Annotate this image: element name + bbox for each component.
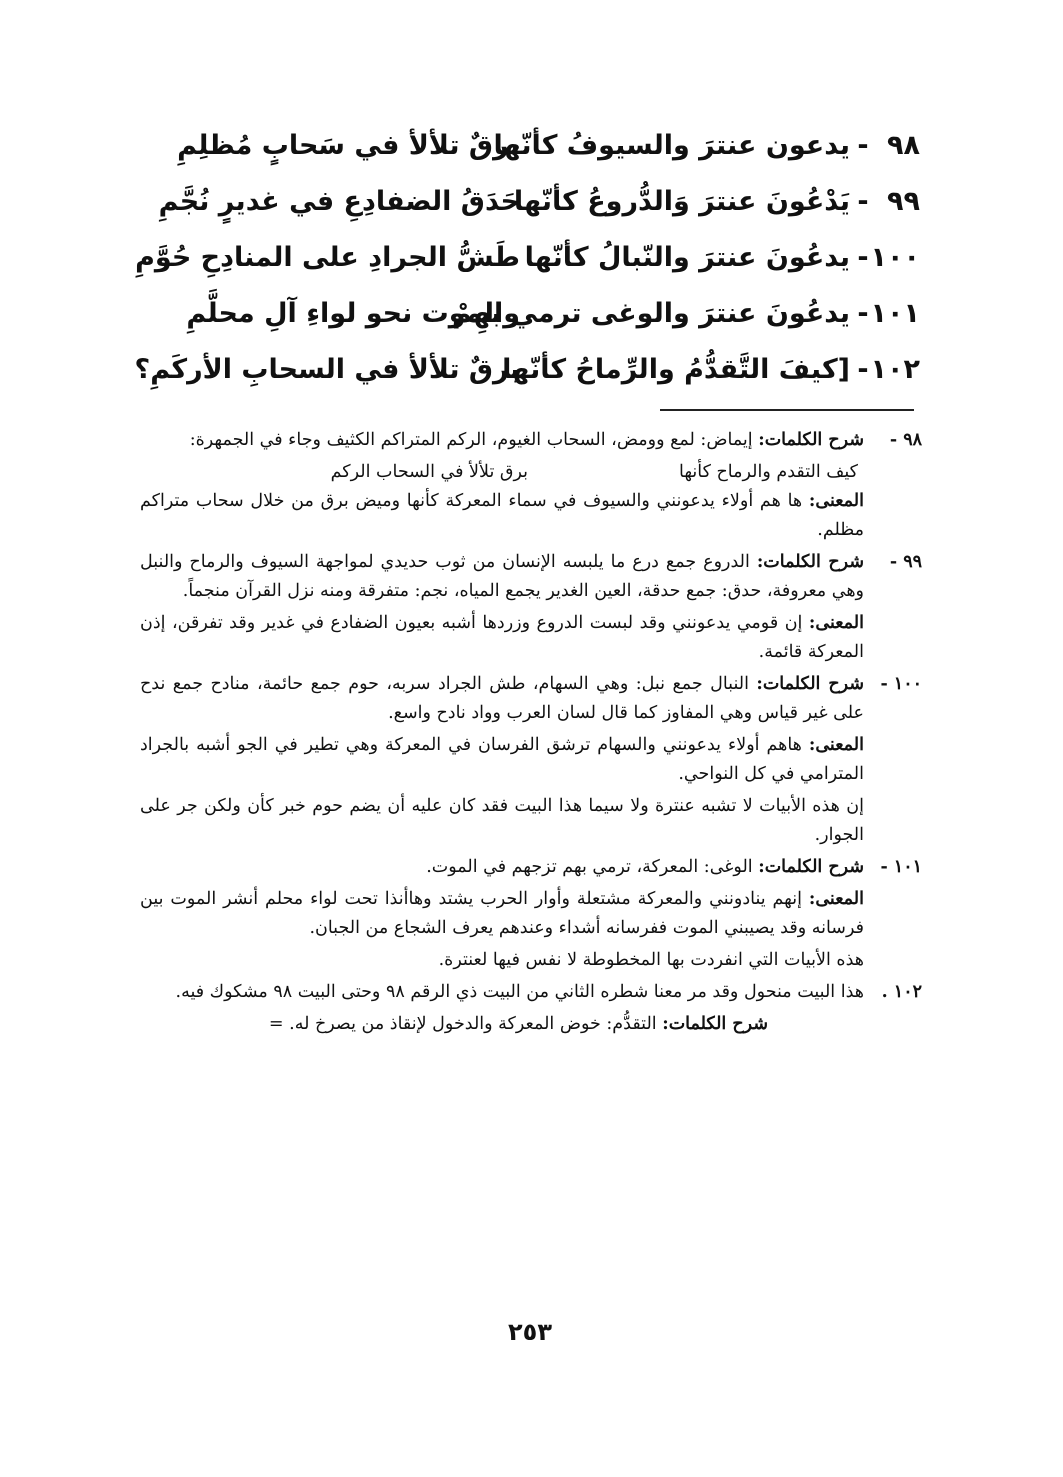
meaning-text: هاهم أولاء يدعونني والسهام ترشق الفرسان في المعركة وهي تطير في الجو أشبه بالجراد المترامي في كل النواحي. [140, 735, 864, 784]
meaning-label: المعنى: [808, 889, 864, 909]
vocabulary-text: الوغى: المعركة، ترمي بهم تزجهم في الموت. [426, 857, 753, 877]
verse-dash: - [857, 298, 869, 329]
note-meaning [140, 731, 864, 789]
note-99 [140, 548, 922, 667]
note-number: ٩٨ - [889, 430, 922, 450]
verse-dash: - [857, 354, 869, 385]
meaning-label: المعنى: [808, 735, 864, 755]
note-100 [140, 670, 922, 850]
vocabulary-text: التقدُّم: خوض المعركة والدخول لإنقاذ من يصرخ له. = [268, 1014, 657, 1034]
note-102 [140, 978, 922, 1039]
page-number: ٢٥٣ [508, 1318, 552, 1346]
vocabulary-text: إيماض: لمع وومض، السحاب الغيوم، الركم المتراكم الكثيف وجاء في الجمهرة: [189, 430, 753, 450]
quoted-first-hemistich: كيف التقدم والرماح كأنها [679, 462, 858, 482]
verse-second-hemistich: طَشُّ الجرادِ على المنادِحِ حُوَّمِ [135, 242, 520, 273]
verse-second-hemistich: برقٌ تلألأ في سَحابٍ مُظلِمِ [177, 130, 520, 161]
note-vocabulary [140, 426, 864, 455]
note-meaning [140, 487, 864, 545]
vocabulary-label: شرح الكلمات: [758, 857, 864, 877]
verse-second-hemistich: حَدَقُ الضفادِعِ في غديرٍ نُجَّمِ [158, 186, 520, 217]
poem-verses [130, 118, 920, 398]
verse-first-hemistich: يدعُونَ عنترَ والنّبالُ كأنّها [524, 242, 850, 273]
vocabulary-label: شرح الكلمات: [758, 430, 864, 450]
verse-dash: - [857, 130, 869, 161]
note-comment: إن هذه الأبيات لا تشبه عنترة ولا سيما هذا البيت فقد كان عليه أن يضم حوم خبر كأن ولكن جر على الجوار. [140, 796, 864, 845]
note-text: هذا البيت منحول وقد مر معنا شطره الثاني من البيت ذي الرقم ٩٨ وحتى البيت ٩٨ مشكوك فيه. [175, 982, 864, 1002]
meaning-label: المعنى: [808, 613, 864, 633]
note-number: ١٠١ - [880, 857, 922, 877]
note-number: ١٠٢ . [881, 982, 922, 1002]
verse-second-hemistich: برقٌ تلألأ في السحابِ الأركَمِ؟ [134, 354, 520, 385]
quoted-verse [140, 458, 864, 487]
vocabulary-label: شرح الكلمات: [662, 1014, 768, 1034]
note-number: ٩٩ - [889, 552, 922, 572]
note-101 [140, 853, 922, 975]
verse-100 [130, 230, 920, 286]
vocabulary-label: شرح الكلمات: [756, 674, 864, 694]
verse-first-hemistich: [كيفَ التَّقدُّمُ والرِّماحُ كأنّها [502, 354, 850, 385]
verse-dash: - [857, 186, 869, 217]
verse-98 [130, 118, 920, 174]
meaning-text: ها هم أولاء يدعونني والسيوف في سماء المعركة كأنها وميض برق من خلال سحاب متراكم مظلم. [140, 491, 864, 540]
verse-number: ١٠١ [870, 298, 920, 329]
vocabulary-label: شرح الكلمات: [756, 552, 864, 572]
footnote-divider [660, 409, 914, 411]
meaning-text: إنهم ينادونني والمعركة مشتعلة وأوار الحرب يشتد وهاأنذا تحت لواء محلم أنشر الموت بين فرسانه وقد يصيبني الموت ففرسانه أشداء وعندهم يعرف الشجاع من الجبان. [140, 889, 864, 938]
footnotes [140, 426, 922, 1042]
quoted-second-hemistich: برق تلألأ في السحاب الركم [330, 462, 528, 482]
verse-first-hemistich: يدعُونَ عنترَ والوغى ترمي بهِمْ [452, 298, 850, 329]
note-comment: هذه الأبيات التي انفردت بها المخطوطة لا نفس فيها لعنترة. [438, 950, 864, 970]
note-meaning [140, 885, 864, 943]
verse-number: ٩٨ [887, 130, 920, 161]
vocabulary-text: الدروع جمع درع ما يلبسه الإنسان من ثوب حديدي لمواجهة السيوف والرماح والنبل وهي معروفة، حدق: جمع حدقة، العين الغدير يجمع المياه، نجم: متفرقة ومنه نزل القرآن منجماً. [140, 552, 864, 601]
verse-dash: - [857, 242, 869, 273]
verse-102 [130, 342, 920, 398]
verse-99 [130, 174, 920, 230]
verse-first-hemistich: يَدْعُونَ عنترَ وَالدُّروعُ كأنّها [513, 186, 850, 217]
vocabulary-text: النبال جمع نبل: وهي السهام، طش الجراد سربه، حوم جمع حائمة، منادح جمع ندح على غير قياس وهي المفاوز كما قال لسان العرب وواد نادح واسع. [140, 674, 864, 723]
note-vocabulary [140, 1010, 864, 1039]
verse-second-hemistich: والموت نحو لواءِ آلِ محلَّمِ [186, 298, 520, 329]
meaning-text: إن قومي يدعونني وقد لبست الدروع وزردها أشبه بعيون الضفادع في غدير وقد تفرقن، إذن المعركة قائمة. [140, 613, 864, 662]
note-vocabulary [140, 853, 864, 882]
note-vocabulary [140, 670, 864, 728]
verse-number: ١٠٠ [870, 242, 920, 273]
note-number: ١٠٠ - [880, 674, 922, 694]
verse-first-hemistich: يدعون عنترَ والسيوفُ كأنّها [493, 130, 850, 161]
note-meaning [140, 609, 864, 667]
verse-number: ١٠٢ [870, 354, 920, 385]
note-vocabulary [140, 548, 864, 606]
verse-number: ٩٩ [887, 186, 920, 217]
note-98 [140, 426, 922, 545]
meaning-label: المعنى: [808, 491, 864, 511]
verse-101 [130, 286, 920, 342]
